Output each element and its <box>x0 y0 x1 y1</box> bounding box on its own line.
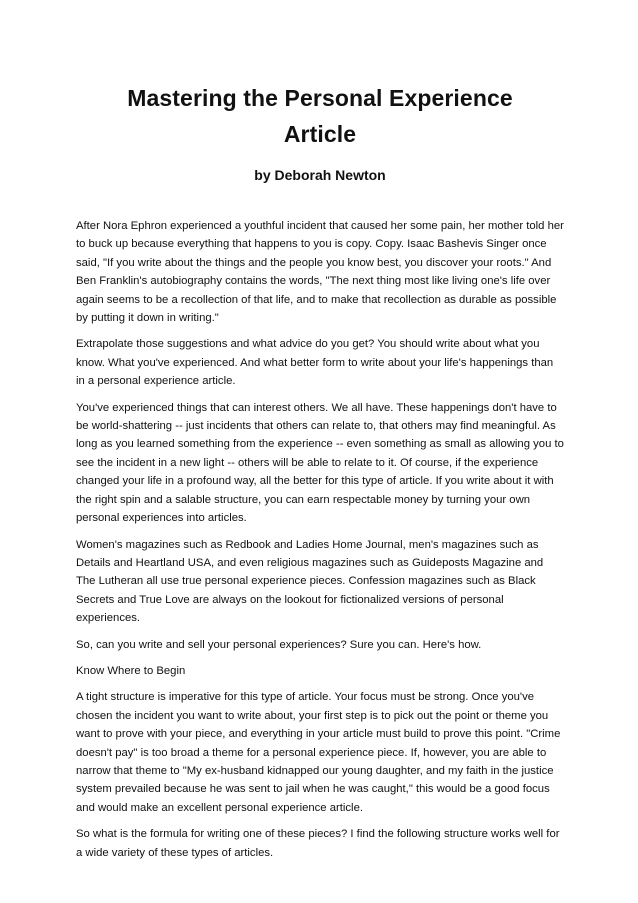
paragraph-1: After Nora Ephron experienced a youthful incident that caused her some pain, her mother told her to buck up because everything that happens to you is copy. Copy. Isaac Bashevis Singer once said, "If you write about the things and the people you know best, you discover your roots." And Ben Franklin's autobiography contains the words, "The next thing most like living one's life over again seems to be a recollection of that life, and to make that recollection as durable as possible by putting it down in writing." <box>76 220 564 325</box>
paragraph-4: Women's magazines such as Redbook and Ladies Home Journal, men's magazines such as Details and Heartland USA, and even religious magazines such as Guideposts Magazine and The Lutheran all use true personal experience pieces. Confession magazines such as Black Secrets and True Love are always on the lookout for fictionalized versions of personal experiences. <box>76 538 544 625</box>
paragraph-5: So, can you write and sell your personal experiences? Sure you can. Here's how. <box>76 638 482 651</box>
paragraph-6: A tight structure is imperative for this type of article. Your focus must be strong. Once you've chosen the incident you want to write about, your first step is to pick out the point or theme you want to prove with your piece, and everything in your article must build to prove this point. "Crime doesn't pay" is too broad a theme for a personal experience piece. If, however, you are able to narrow that theme to "My ex-husband kidnapped our young daughter, and my faith in the justice system prevailed because he was sent to jail when he was caught," this would be a good focus and would make an excellent personal experience article. <box>76 691 561 814</box>
paragraph-2: Extrapolate those suggestions and what advice do you get? You should write about what you know. What you've experienced. And what better form to write about your life's happenings than in a personal experience article. <box>76 338 554 388</box>
article-title-line-1: Mastering the Personal Experience <box>127 85 513 111</box>
paragraph-7: So what is the formula for writing one of these pieces? I find the following structure works well for a wide variety of these types of articles. <box>76 828 560 859</box>
document-page <box>76 80 564 870</box>
article-title-line-2: Article <box>283 121 357 147</box>
section-heading: Know Where to Begin <box>76 664 186 677</box>
article-byline: by Deborah Newton <box>254 167 386 183</box>
paragraph-3: You've experienced things that can interest others. We all have. These happenings don't have to be world-shattering -- just incidents that others can relate to, that others may find meaningful. As long as you learned something from the experience -- even something as small as allowing you to see the incident in a new light -- others will be able to relate to it. Of course, if the experience changed your life in a profound way, all the better for this type of article. If you write about it with the right spin and a salable structure, you can earn respectable money by turning your own personal experiences into articles. <box>76 401 564 525</box>
article-title <box>76 80 564 152</box>
